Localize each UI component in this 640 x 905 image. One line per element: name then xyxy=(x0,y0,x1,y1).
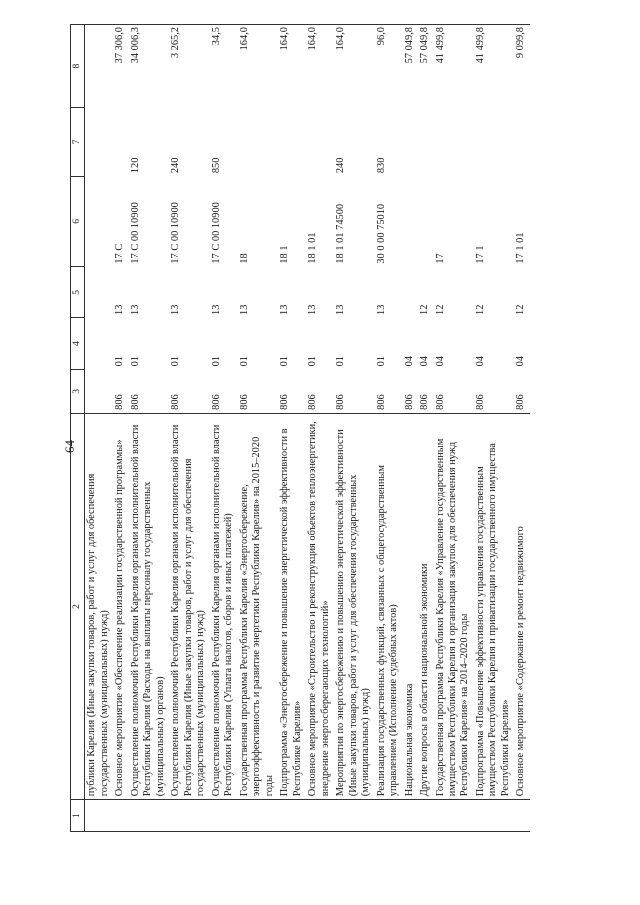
cell-ministry: 806 xyxy=(335,394,347,410)
header-row xyxy=(71,25,85,832)
row-name: Мероприятия по энергосбережению и повышению энергетической эффективности (Иные закупки товаров, работ и услуг для обеспечения государственных (муниципальных) нужд) xyxy=(334,413,374,799)
cell-section: 01 xyxy=(210,355,222,367)
cell-subsection: 13 xyxy=(210,304,222,315)
row-name: Основное мероприятие «Обеспечение реализации государственной программы» xyxy=(113,413,128,799)
cell-section: 01 xyxy=(335,355,347,367)
cell-expense-type: 830 xyxy=(375,157,387,174)
cell-section: 04 xyxy=(403,355,415,367)
cell-section: 04 xyxy=(515,355,527,367)
table-row xyxy=(334,25,374,832)
table-row xyxy=(113,25,128,832)
budget-table xyxy=(70,24,530,832)
cell-ministry: 806 xyxy=(307,394,319,410)
cell-subsection: 12 xyxy=(515,304,527,315)
row-name: публики Карелия (Иные закупки товаров, работ и услуг для обеспечения государственных (муниципальных) нужд) xyxy=(85,413,113,799)
cell-target: 17 С 00 10900 xyxy=(170,202,182,264)
cell-subsection xyxy=(85,267,113,318)
cell-subsection: 13 xyxy=(279,304,291,315)
cell-ministry xyxy=(85,369,113,413)
cell-ministry: 806 xyxy=(114,394,126,410)
cell-expense-type xyxy=(403,108,418,176)
cell-subsection: 13 xyxy=(114,304,126,315)
cell-expense-type: 240 xyxy=(335,157,347,174)
page-number: 64 xyxy=(62,440,77,453)
cell-target: 17 С 00 10900 xyxy=(210,202,222,264)
cell-ministry: 806 xyxy=(375,394,387,410)
cell-amount: 41 499,8 xyxy=(474,25,514,108)
cell-section: 04 xyxy=(434,355,446,367)
cell-section: 01 xyxy=(238,355,250,367)
cell-amount: 96,0 xyxy=(375,25,403,108)
cell-ministry: 806 xyxy=(419,394,431,410)
row-name: Подпрограмма «Повышение эффективности управления государственным имуществом Республики Карелия и приватизации государственного имущества Республики Карелия» xyxy=(474,413,514,799)
cell-expense-type xyxy=(278,108,306,176)
cell-ministry: 806 xyxy=(403,394,415,410)
cell-target: 17 1 xyxy=(474,245,486,264)
cell-amount: 3 265,2 xyxy=(169,25,209,108)
cell-target: 17 С xyxy=(114,243,126,264)
cell-subsection: 13 xyxy=(129,304,141,315)
row-name: Национальная экономика xyxy=(403,413,418,799)
cell-section xyxy=(85,318,113,369)
cell-amount: 164,0 xyxy=(306,25,334,108)
cell-amount: 57 049,8 xyxy=(403,25,418,108)
cell-subsection: 13 xyxy=(335,304,347,315)
cell-ministry: 806 xyxy=(474,394,486,410)
cell-expense-type xyxy=(474,108,514,176)
cell-subsection: 12 xyxy=(419,304,431,315)
row-name: Осуществление полномочий Республики Карелия органами исполнительной власти Республики Карелия (Расходы на выплаты персоналу государственных (муниципальных) органов) xyxy=(129,413,169,799)
cell-amount: 164,0 xyxy=(238,25,278,108)
cell-target: 18 1 01 xyxy=(307,232,319,264)
column-header-6: 6 xyxy=(71,176,85,266)
column-header-3: 3 xyxy=(71,369,85,413)
cell-expense-type xyxy=(306,108,334,176)
cell-subsection: 13 xyxy=(170,304,182,315)
cell-section: 01 xyxy=(307,355,319,367)
table-row xyxy=(85,25,113,832)
cell-target xyxy=(418,176,433,266)
table-row xyxy=(375,25,403,832)
column-header-1: 1 xyxy=(71,800,85,832)
cell-amount: 9 099,8 xyxy=(514,25,529,108)
cell-subsection xyxy=(403,267,418,318)
cell-ministry: 806 xyxy=(515,394,527,410)
cell-subsection: 13 xyxy=(375,304,387,315)
row-name: Реализация государственных функций, связанных с общегосударственным управлением (Исполнение судебных актов) xyxy=(375,413,403,799)
table-row xyxy=(169,25,209,832)
cell-expense-type xyxy=(434,108,474,176)
cell-amount: 34 006,3 xyxy=(129,25,169,108)
column-header-5: 5 xyxy=(71,267,85,318)
cell-section: 01 xyxy=(114,355,126,367)
cell-target: 17 xyxy=(434,253,446,264)
cell-expense-type xyxy=(113,108,128,176)
row-name: Основное мероприятие «Строительство и реконструкция объектов теплоэнергетики, внедрение энергосберегающих технологий» xyxy=(306,413,334,799)
cell-ministry: 806 xyxy=(170,394,182,410)
cell-target xyxy=(403,176,418,266)
cell-target: 30 0 00 75010 xyxy=(375,203,387,264)
table-row xyxy=(278,25,306,832)
cell-amount: 41 499,8 xyxy=(434,25,474,108)
cell-subsection: 13 xyxy=(307,304,319,315)
cell-subsection: 13 xyxy=(238,304,250,315)
cell-amount: 37 306,0 xyxy=(113,25,128,108)
row-name: Осуществление полномочий Республики Карелия органами исполнительной власти Республики Карелия (Иные закупки товаров, работ и услуг для обеспечения государственных (муниципальных) нужд) xyxy=(169,413,209,799)
cell-expense-type: 850 xyxy=(210,157,222,174)
table-row xyxy=(514,25,529,832)
cell-expense-type xyxy=(85,108,113,176)
cell-section: 01 xyxy=(170,355,182,367)
cell-amount: 57 049,8 xyxy=(418,25,433,108)
cell-section: 01 xyxy=(375,355,387,367)
cell-subsection: 12 xyxy=(434,304,446,315)
cell-section: 04 xyxy=(419,355,431,367)
cell-expense-type xyxy=(418,108,433,176)
cell-target: 18 1 xyxy=(279,245,291,264)
cell-ministry: 806 xyxy=(210,394,222,410)
table-row xyxy=(434,25,474,832)
cell-amount: 164,0 xyxy=(278,25,306,108)
column-header-7: 7 xyxy=(71,108,85,176)
column-header-2: 2 xyxy=(71,413,85,799)
cell-ministry: 806 xyxy=(238,394,250,410)
cell-section: 01 xyxy=(129,355,141,367)
cell-ministry: 806 xyxy=(434,394,446,410)
row-name: Государственная программа Республики Карелия «Управление государственным имуществом Республики Карелия и организация закупок для обеспечения нужд Республики Карелия» на 2014–2020 годы xyxy=(434,413,474,799)
cell-target xyxy=(85,176,113,266)
table-row xyxy=(403,25,418,832)
budget-table-page xyxy=(70,24,618,832)
cell-amount: 164,0 xyxy=(334,25,374,108)
row-name: Другие вопросы в области национальной экономики xyxy=(418,413,433,799)
row-name: Подпрограмма «Энергосбережение и повышение энергетической эффективности в Республике Карелия» xyxy=(278,413,306,799)
table-row xyxy=(210,25,238,832)
table-row xyxy=(238,25,278,832)
cell-amount: 34,5 xyxy=(210,25,238,108)
cell-expense-type: 120 xyxy=(129,157,141,174)
cell-expense-type xyxy=(514,108,529,176)
row-name: Основное мероприятие «Содержание и ремонт недвижимого xyxy=(514,413,529,799)
table-row xyxy=(129,25,169,832)
cell-target: 17 1 01 xyxy=(515,232,527,264)
row-name: Государственная программа Республики Карелия «Энергосбережение, энергоэффективность и развитие энергетики Республики Карелия» на 2015–2020 годы xyxy=(238,413,278,799)
cell-target: 17 С 00 10900 xyxy=(129,202,141,264)
cell-expense-type: 240 xyxy=(170,157,182,174)
row-name: Осуществление полномочий Республики Карелия органами исполнительной власти Республики Карелия (Уплата налогов, сборов и иных платежей) xyxy=(210,413,238,799)
cell-expense-type xyxy=(238,108,278,176)
column-header-8: 8 xyxy=(71,25,85,108)
cell-section: 04 xyxy=(474,355,486,367)
cell-target: 18 xyxy=(238,253,250,264)
cell-ministry: 806 xyxy=(129,394,141,410)
table-row xyxy=(306,25,334,832)
cell-ministry: 806 xyxy=(279,394,291,410)
cell-subsection: 12 xyxy=(474,304,486,315)
column-header-4: 4 xyxy=(71,318,85,369)
cell-target: 18 1 01 74500 xyxy=(335,203,347,264)
table-row xyxy=(474,25,514,832)
cell-amount xyxy=(85,25,113,108)
cell-section: 01 xyxy=(279,355,291,367)
table-row xyxy=(418,25,433,832)
